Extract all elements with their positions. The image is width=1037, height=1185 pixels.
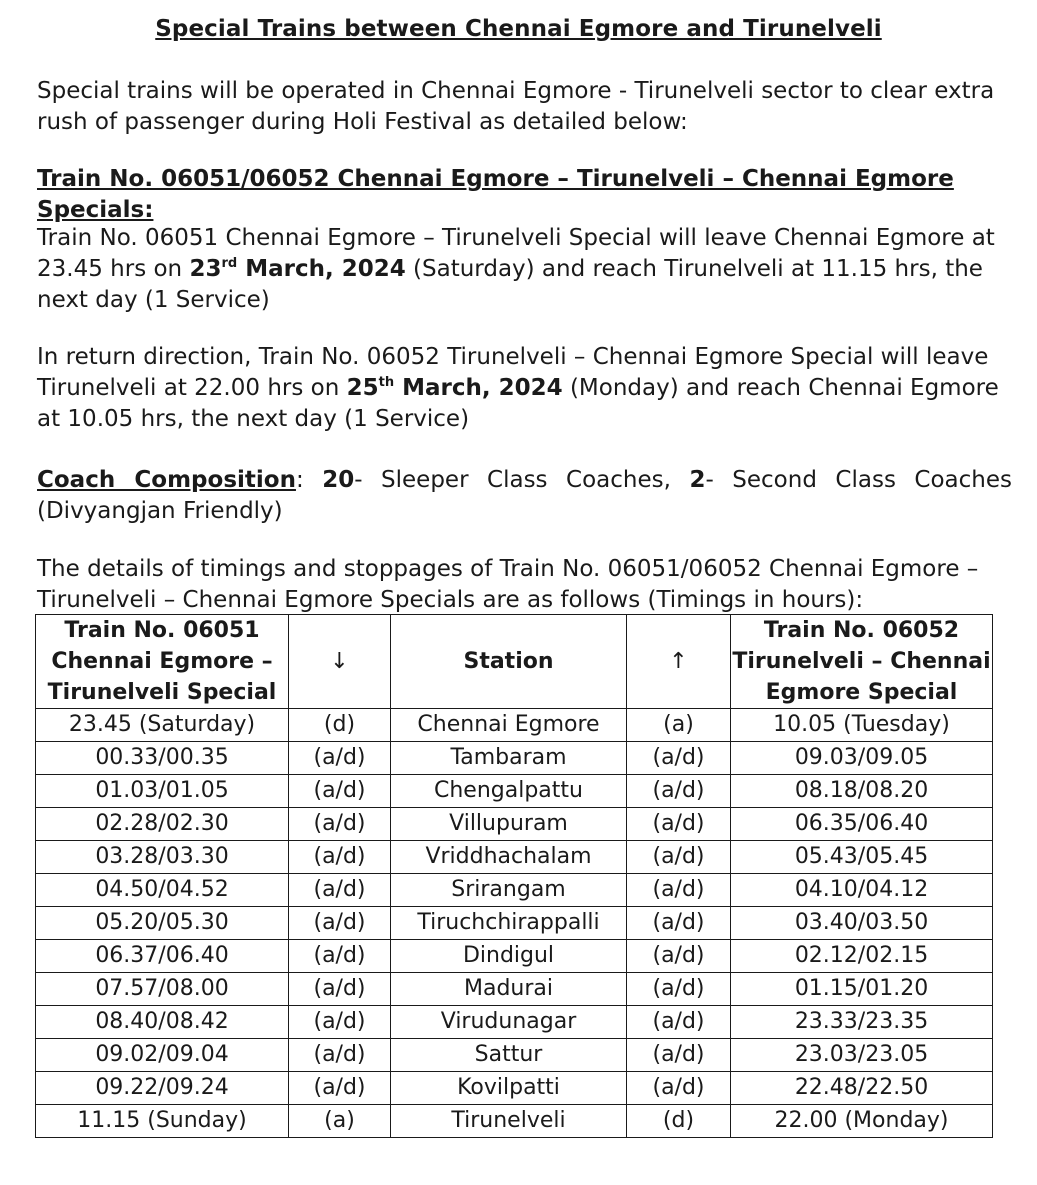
return-date: March, 2024 <box>394 375 563 401</box>
table-row: 23.45 (Saturday) (d) Chennai Egmore (a) 10.05 (Tuesday) <box>36 709 993 742</box>
intro-paragraph: Special trains will be operated in Chennai Egmore - Tirunelveli sector to clear extra rush of passenger during Holi Festival as detailed below: <box>37 78 995 135</box>
table-row: 05.20/05.30 (a/d) Tiruchchirappalli (a/d) 03.40/03.50 <box>36 907 993 940</box>
table-row: 03.28/03.30 (a/d) Vriddhachalam (a/d) 05.43/05.45 <box>36 841 993 874</box>
return-date-suffix: th <box>378 375 395 390</box>
return-paragraph: In return direction, Train No. 06052 Tirunelveli – Chennai Egmore Special will leave Tirunelveli at 22.00 hrs on 25th March, 2024 (Monday) and reach Chennai Egmore at 10.05 hrs, the next day (1 Service) <box>37 344 999 432</box>
table-header-row <box>36 615 993 709</box>
table-row: 11.15 (Sunday) (a) Tirunelveli (d) 22.00 (Monday) <box>36 1105 993 1138</box>
return-date-day: 25 <box>346 375 379 401</box>
outbound-date-day: 23 <box>189 256 222 282</box>
outbound-paragraph: Train No. 06051 Chennai Egmore – Tirunelveli Special will leave Chennai Egmore at 23.45 hrs on 23rd March, 2024 (Saturday) and reach Tirunelveli at 11.15 hrs, the next day (1 Service) <box>37 225 995 313</box>
header-down-arrow: ↓ <box>289 615 391 709</box>
table-row: 07.57/08.00 (a/d) Madurai (a/d) 01.15/01.20 <box>36 973 993 1006</box>
table-intro-paragraph: The details of timings and stoppages of Train No. 06051/06052 Chennai Egmore – Tirunelveli – Chennai Egmore Specials are as follows (Timings in hours): <box>37 556 979 613</box>
table-row: 09.22/09.24 (a/d) Kovilpatti (a/d) 22.48/22.50 <box>36 1072 993 1105</box>
section-heading: Train No. 06051/06052 Chennai Egmore – Tirunelveli – Chennai Egmore Specials: <box>37 166 954 223</box>
coach-composition-paragraph: Coach Composition: 20- Sleeper Class Coaches, 2- Second Class Coaches (Divyangjan Friendly) <box>37 467 1013 524</box>
table-row: 06.37/06.40 (a/d) Dindigul (a/d) 02.12/02.15 <box>36 940 993 973</box>
header-train-06051: Train No. 06051 Chennai Egmore – Tirunelveli Special <box>36 615 289 709</box>
table-row: 02.28/02.30 (a/d) Villupuram (a/d) 06.35/06.40 <box>36 808 993 841</box>
header-up-arrow: ↑ <box>627 615 731 709</box>
document-title: Special Trains between Chennai Egmore and Tirunelveli <box>155 16 882 42</box>
table-row: 08.40/08.42 (a/d) Virudunagar (a/d) 23.33/23.35 <box>36 1006 993 1039</box>
outbound-date-suffix: rd <box>221 256 238 271</box>
header-station: Station <box>391 615 627 709</box>
coach-composition-label: Coach Composition <box>37 467 296 493</box>
outbound-date: March, 2024 <box>237 256 406 282</box>
timings-table <box>35 614 993 1138</box>
header-train-06052: Train No. 06052 Tirunelveli – Chennai Egmore Special <box>731 615 993 709</box>
table-row: 00.33/00.35 (a/d) Tambaram (a/d) 09.03/09.05 <box>36 742 993 775</box>
table-row: 09.02/09.04 (a/d) Sattur (a/d) 23.03/23.05 <box>36 1039 993 1072</box>
table-row: 04.50/04.52 (a/d) Srirangam (a/d) 04.10/04.12 <box>36 874 993 907</box>
table-row: 01.03/01.05 (a/d) Chengalpattu (a/d) 08.18/08.20 <box>36 775 993 808</box>
